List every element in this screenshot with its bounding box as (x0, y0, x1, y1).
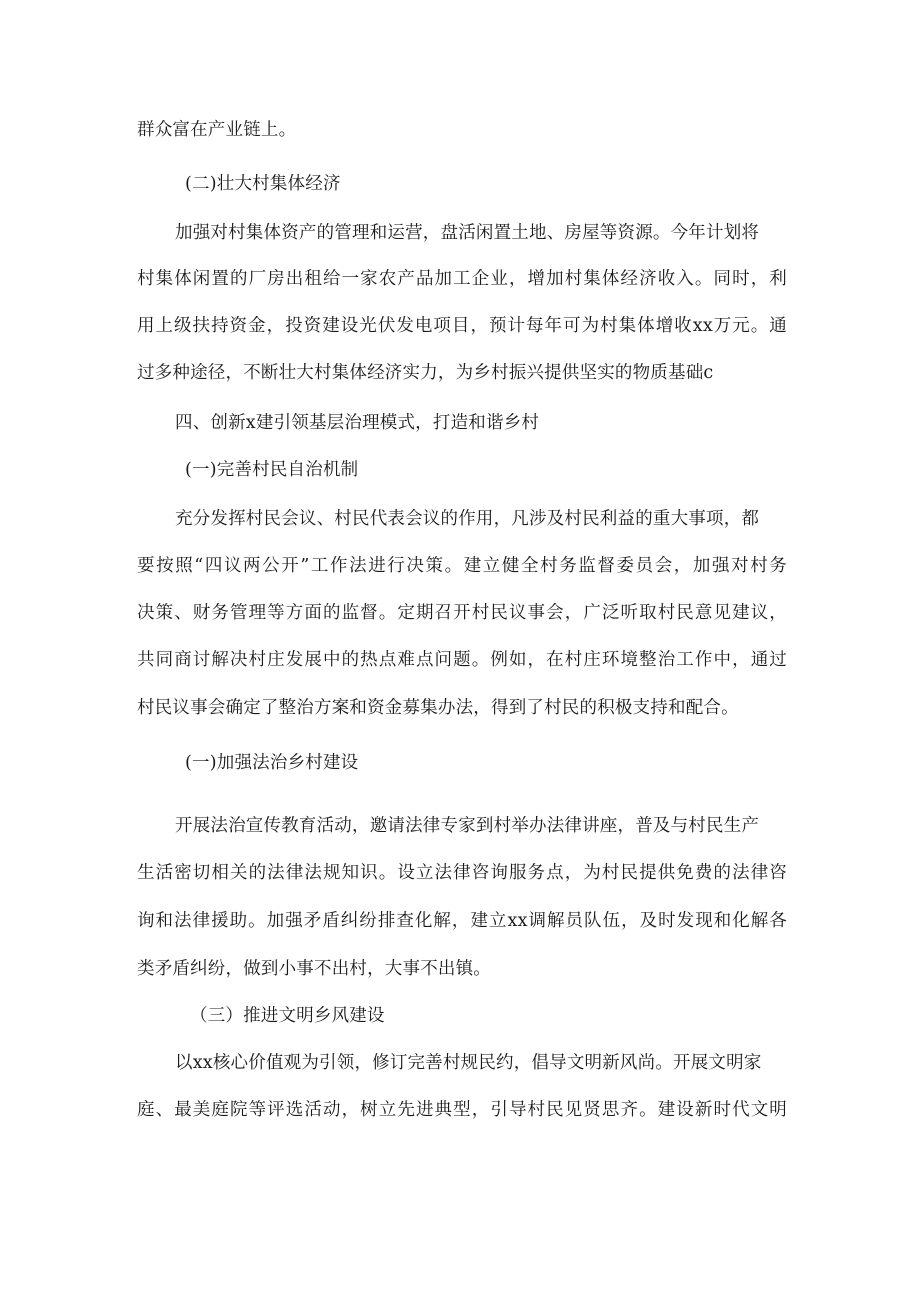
paragraph-line: 生活密切相关的法律法规知识。设立法律咨询服务点，为村民提供免费的法律咨 (137, 863, 787, 883)
section-heading: （三）推进文明乡风建设 (190, 1006, 385, 1026)
paragraph-line: 决策、财务管理等方面的监督。定期召开村民议事会，广泛听取村民意见建议， (137, 603, 787, 623)
paragraph-line: 询和法律援助。加强矛盾纠纷排查化解，建立xx调解员队伍，及时发现和化解各 (137, 911, 787, 931)
paragraph-line: 开展法治宣传教育活动，邀请法律专家到村举办法律讲座，普及与村民生产 (175, 816, 760, 836)
paragraph-line: 群众富在产业链上。 (137, 120, 297, 140)
paragraph-line: 庭、最美庭院等评选活动，树立先进典型，引导村民见贤思齐。建设新时代文明 (137, 1100, 787, 1120)
paragraph-line: 共同商讨解决村庄发展中的热点难点问题。例如，在村庄环境整治工作中，通过 (137, 650, 787, 670)
paragraph-line: 村民议事会确定了整治方案和资金募集办法，得到了村民的积极支持和配合。 (137, 698, 739, 718)
section-heading: (二)壮大村集体经济 (185, 174, 341, 194)
paragraph-line: 以xx核心价值观为引领，修订完善村规民约，倡导文明新风尚。开展文明家 (175, 1053, 762, 1073)
paragraph-line: 村集体闲置的厂房出租给一家农产品加工企业，增加村集体经济收入。同时，利 (137, 269, 787, 289)
section-heading: (一)加强法治乡村建设 (185, 753, 359, 773)
paragraph-line: 加强对村集体资产的管理和运营，盘活闲置土地、房屋等资源。今年计划将 (175, 223, 760, 243)
paragraph-line: 类矛盾纠纷，做到小事不出村，大事不出镇。 (137, 959, 491, 979)
section-heading: (一)完善村民自治机制 (185, 460, 359, 480)
paragraph-line: 要按照“四议两公开”工作法进行决策。建立健全村务监督委员会，加强对村务 (137, 556, 787, 576)
chapter-heading: 四、创新x建引领基层治理模式，打造和谐乡村 (175, 413, 540, 433)
paragraph-line: 过多种途径，不断壮大村集体经济实力，为乡村振兴提供坚实的物质基础c (137, 363, 714, 383)
paragraph-line: 用上级扶持资金，投资建设光伏发电项目，预计每年可为村集体增收xx万元。通 (137, 316, 787, 336)
paragraph-line: 充分发挥村民会议、村民代表会议的作用，凡涉及村民利益的重大事项，都 (175, 509, 760, 529)
